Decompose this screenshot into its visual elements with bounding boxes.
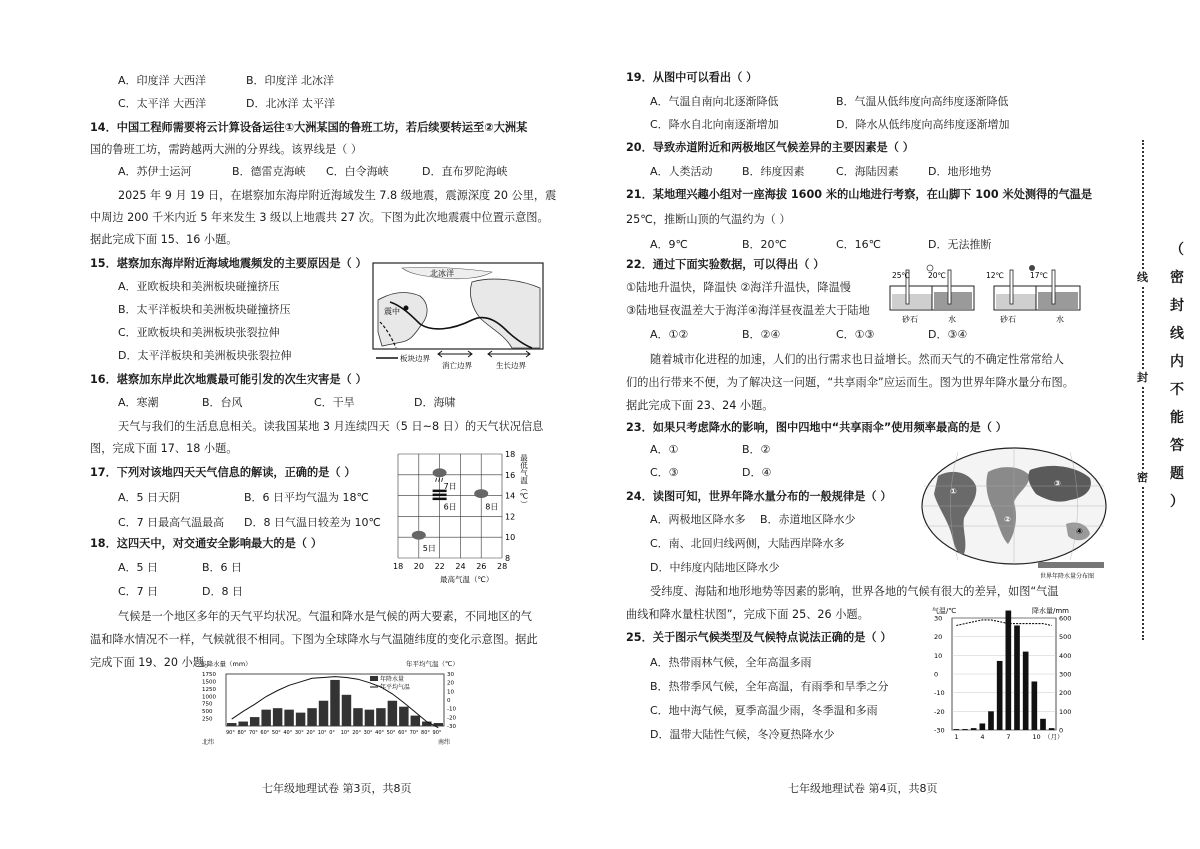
y-tick-label: 20	[934, 633, 943, 642]
world-precipitation-map	[918, 446, 1110, 582]
x-tick-label: 80°	[237, 730, 247, 736]
option-b[interactable]: B．6 日	[202, 561, 243, 574]
question-20: 20．导致赤道附近和两极地区气候差异的主要因素是（ ）	[626, 141, 914, 154]
x-tick-label: 80°	[421, 730, 430, 736]
option-c[interactable]: C．7 日	[118, 585, 159, 598]
x-left-label: 北纬	[202, 739, 215, 746]
option-c[interactable]: C．海陆因素	[836, 165, 899, 178]
option-b[interactable]: B．20℃	[742, 238, 787, 251]
material-19-cont: 温和降水情况不一样，气候就很不相同。下图为全球降水与气温随纬度的变化示意图。据此	[90, 633, 538, 646]
point-label: 6日	[443, 502, 457, 512]
option-c[interactable]: C．7 日最高气温最高	[118, 516, 225, 529]
experiment-right	[986, 265, 1080, 324]
y-tick-label: 500	[202, 709, 213, 716]
y-axis-label: 年降水量（mm）	[200, 660, 252, 668]
page-footer: 七年级地理试卷 第4页，共8页	[788, 782, 938, 795]
precipitation-bar	[342, 695, 351, 726]
material-23: 随着城市化进程的加速，人们的出行需求也日益增长。然而天气的不确定性常常给人	[650, 353, 1064, 366]
legend-divergent: 生长边界	[496, 361, 526, 370]
x-tick-label: 10	[1032, 733, 1041, 741]
precipitation-bar	[365, 710, 374, 726]
question-18: 18．这四天中，对交通安全影响最大的是（ ）	[90, 537, 323, 550]
option-c[interactable]: C．降水自北向南逐渐增加	[650, 118, 779, 131]
y-tick-label: -20	[934, 707, 945, 716]
option-d[interactable]: D．直布罗陀海峡	[422, 165, 508, 178]
legend-temp: 年平均气温	[380, 684, 411, 691]
y2-tick-label: 300	[1059, 670, 1072, 679]
question-14: 14．中国工程师需要将云计算设备运往①大洲某国的鲁班工坊，若后续要转运至②大洲某	[90, 121, 528, 134]
question-25: 25．关于图示气候类型及气候特点说法正确的是（ ）	[626, 631, 892, 644]
option-c[interactable]: C．白令海峡	[326, 165, 389, 178]
precipitation-bar	[1006, 611, 1012, 730]
legend-swatch-precip	[370, 676, 378, 681]
y2-tick-label: 0	[1059, 726, 1064, 735]
marker-2: ②	[1004, 515, 1011, 524]
question-21-cont: 25℃，推断山顶的气温约为（ ）	[626, 213, 791, 226]
option-a[interactable]: A．寒潮	[118, 396, 159, 409]
precipitation-bar	[238, 722, 247, 726]
legend-precip: 年降水量	[380, 676, 405, 683]
precipitation-bar	[1032, 681, 1038, 730]
x-tick-label: 28	[497, 562, 508, 571]
seal-char: ）	[1170, 494, 1184, 510]
point-label: 5日	[422, 544, 436, 554]
precipitation-bar	[261, 710, 270, 726]
y-tick-label: 10	[934, 651, 943, 660]
y2-tick-label: 20	[447, 680, 454, 687]
experiment-left	[890, 265, 974, 324]
material-25-cont: 曲线和降水量柱状图”，完成下面 25、26 小题。	[626, 608, 869, 621]
seal-line	[1142, 140, 1146, 640]
legend-plate-boundary: 板块边界	[400, 354, 430, 363]
latitude-chart	[200, 656, 480, 748]
precipitation-bar	[1049, 728, 1055, 730]
material-15-end: 据此完成下面 15、16 小题。	[90, 233, 238, 246]
option-a[interactable]: A．5 日	[118, 561, 159, 574]
water-label-2: 水	[1056, 315, 1064, 324]
cloud-icon	[433, 468, 447, 477]
y2-tick-label: 30	[447, 672, 454, 678]
rain-icon	[436, 478, 437, 482]
x-tick-label: 1	[954, 733, 959, 741]
option-b[interactable]: B．德雷克海峡	[232, 165, 306, 178]
option-a[interactable]: A．亚欧板块和美洲板块碰撞挤压	[118, 280, 280, 293]
precipitation-bar	[376, 708, 385, 726]
question-16: 16．堪察加东岸此次地震最可能引发的次生灾害是（ ）	[90, 373, 367, 386]
x-tick-label: 50°	[271, 730, 281, 736]
option-d[interactable]: D．8 日气温日较差为 10℃	[244, 516, 381, 529]
precipitation-bar	[971, 728, 977, 730]
question-22: 22．通过下面实验数据，可以得出（ ）	[626, 258, 825, 271]
seal-label: 线	[1137, 271, 1148, 284]
sand-label-2: 砂石	[1000, 315, 1016, 324]
sand-label: 砂石	[902, 315, 918, 324]
x-tick-label: 10°	[317, 730, 327, 736]
x-tick-label: 90°	[432, 730, 442, 736]
y2-tick-label: 10	[447, 689, 454, 696]
seal-char: 内	[1170, 354, 1184, 370]
option-d[interactable]: D．温带大陆性气候，冬冷夏热降水少	[650, 728, 835, 741]
option-a[interactable]: A．苏伊士运河	[118, 165, 192, 178]
legend-subduction: 消亡边界	[442, 361, 472, 370]
y-tick-label: 8	[505, 554, 511, 563]
precipitation-bar	[319, 701, 328, 726]
material-17: 天气与我们的生活息息相关。读我国某地 3 月连续四天（5 日~8 日）的天气状况信息	[118, 420, 544, 433]
material-15: 2025 年 9 月 19 日，在堪察加东海岸附近海域发生 7.8 级地震，震源深度 20 公里，震	[118, 189, 557, 202]
option-c[interactable]: C．16℃	[836, 238, 882, 251]
x-tick-label: 22	[434, 562, 445, 571]
y2-axis-label: 年平均气温（℃）	[406, 660, 459, 668]
marker-1: ①	[950, 487, 957, 496]
option-b[interactable]: B．台风	[202, 396, 243, 409]
option-b[interactable]: B．印度洋 北冰洋	[246, 74, 335, 87]
option-b[interactable]: B．太平洋板块和美洲板块碰撞挤压	[118, 303, 291, 316]
map-legend: 世界年降水量分布图	[1040, 573, 1095, 580]
precipitation-bar	[411, 716, 420, 726]
cloud-icon	[474, 489, 488, 498]
y-tick-label: 16	[505, 470, 516, 480]
option-c[interactable]: C．太平洋 大西洋	[118, 97, 207, 110]
option-b[interactable]: B．热带季风气候，全年高温，有雨季和旱季之分	[650, 680, 889, 693]
question-17: 17．下列对该地四天天气信息的解读，正确的是（ ）	[90, 466, 356, 479]
precipitation-bar	[399, 707, 408, 726]
precipitation-bar	[1014, 625, 1020, 730]
cloud-icon	[412, 531, 426, 540]
y2-tick-label: 100	[1059, 707, 1072, 716]
y-tick-label: 250	[202, 716, 213, 723]
option-d[interactable]: D．无法推断	[928, 238, 992, 251]
epicenter-label: 震中	[384, 307, 400, 316]
fog-icon	[433, 494, 447, 497]
temperature-line	[956, 620, 1051, 626]
question-22-statement-1: ①陆地升温快，降温快 ②海洋升温快，降温慢	[626, 281, 851, 294]
water-label: 水	[948, 315, 956, 324]
x-tick-label: 24	[455, 562, 466, 571]
x-tick-label: 18	[393, 562, 404, 571]
x-tick-label: 20	[413, 562, 424, 571]
x-tick-label: 30°	[294, 730, 304, 736]
y-tick-label: -30	[934, 726, 945, 735]
y-tick-label: 750	[202, 701, 213, 708]
y-tick-label: 14	[505, 491, 516, 501]
x-tick-label: 7	[1006, 733, 1011, 741]
earthquake-map	[372, 262, 544, 370]
precipitation-bar	[997, 661, 1003, 730]
page-footer: 七年级地理试卷 第3页，共8页	[262, 782, 412, 795]
option-c[interactable]: C．③	[650, 466, 679, 479]
option-b[interactable]: B．6 日平均气温为 18℃	[244, 491, 369, 504]
precipitation-bar	[284, 710, 293, 726]
ocean-label: 北冰洋	[430, 269, 454, 278]
precipitation-bar	[296, 713, 305, 726]
precipitation-bar	[954, 729, 960, 730]
precipitation-bar	[250, 717, 259, 726]
x-tick-label: 4	[980, 733, 985, 741]
fog-icon	[433, 498, 447, 501]
precipitation-bar	[227, 723, 236, 726]
y2-tick-label: 0	[447, 698, 451, 704]
option-b[interactable]: B．②④	[742, 328, 781, 341]
seal-char: 密	[1170, 270, 1184, 286]
option-d[interactable]: D．北冰洋 太平洋	[246, 97, 335, 110]
x-right-label: 南纬	[438, 739, 451, 746]
precipitation-bar	[353, 708, 362, 726]
question-14-cont: 国的鲁班工坊，需跨越两大洲的分界线。该界线是（ ）	[90, 143, 363, 156]
option-b[interactable]: B．纬度因素	[742, 165, 805, 178]
precipitation-bar	[388, 701, 397, 726]
y2-tick-label: 200	[1059, 689, 1072, 698]
precipitation-bar	[1040, 719, 1046, 730]
question-19: 19．从图中可以看出（ ）	[626, 71, 758, 84]
climate-chart	[932, 604, 1084, 746]
temp-3: 12℃	[986, 271, 1004, 280]
option-c[interactable]: C．①③	[836, 328, 875, 341]
material-19: 气候是一个地区多年的天气平均状况。气温和降水是气候的两大要素，不同地区的气	[118, 610, 532, 623]
x-tick-label: 50°	[386, 730, 396, 736]
marker-3: ③	[1054, 479, 1061, 488]
option-d[interactable]: D．海啸	[414, 396, 456, 409]
material-25: 受纬度、海陆和地形地势等因素的影响，世界各地的气候有很大的差异，如图“气温	[650, 585, 1059, 598]
point-label: 8日	[485, 502, 499, 512]
option-c[interactable]: C．亚欧板块和美洲板块张裂拉伸	[118, 326, 280, 339]
y2-tick-label: 500	[1059, 633, 1072, 642]
y-tick-label: -10	[934, 689, 945, 698]
option-b[interactable]: B．②	[742, 443, 771, 456]
y2-tick-label: -10	[447, 706, 456, 713]
option-a[interactable]: A．9℃	[650, 238, 688, 251]
seal-char: 答	[1170, 438, 1184, 454]
experiment-figure	[888, 264, 1084, 326]
question-22-statement-2: ③陆地昼夜温差大于海洋④海洋昼夜温差大于陆地	[626, 304, 870, 317]
seal-label: 密	[1137, 471, 1148, 484]
option-a[interactable]: A．①	[650, 443, 679, 456]
option-d[interactable]: D．太平洋板块和美洲板块张裂拉伸	[118, 349, 292, 362]
precipitation-bar	[307, 708, 316, 726]
option-d[interactable]: D．④	[742, 466, 772, 479]
y-tick-label: 1750	[202, 672, 216, 678]
seal-char: 题	[1170, 466, 1184, 482]
x-tick-label: 40°	[375, 730, 385, 736]
option-a[interactable]: A．两极地区降水多	[650, 513, 746, 526]
option-d[interactable]: D．地形地势	[928, 165, 992, 178]
precipitation-bar	[988, 711, 994, 730]
y2-axis-label: 降水量/mm	[1032, 607, 1069, 615]
y-tick-label: 12	[505, 512, 516, 522]
x-axis-label: 最高气温（℃）	[440, 575, 494, 584]
marker-4: ④	[1076, 527, 1083, 536]
y-tick-label: 1000	[202, 694, 216, 701]
y2-tick-label: -30	[447, 724, 456, 730]
rain-icon	[442, 478, 443, 482]
seal-char: 不	[1170, 382, 1184, 398]
material-17-cont: 图，完成下面 17、18 小题。	[90, 442, 238, 455]
y-tick-label: 1250	[202, 686, 216, 693]
y2-tick-label: 600	[1059, 614, 1072, 623]
x-tick-label: 60°	[398, 730, 407, 736]
weather-chart	[384, 448, 544, 588]
point-label: 7日	[443, 481, 457, 491]
question-15: 15．堪察加东海岸附近海域地震频发的主要原因是（ ）	[90, 257, 367, 270]
precipitation-bar	[1023, 652, 1029, 730]
option-d[interactable]: D．中纬度内陆地区降水少	[650, 561, 780, 574]
x-tick-label: 20°	[352, 730, 362, 736]
option-c[interactable]: C．地中海气候，夏季高温少雨，冬季温和多雨	[650, 704, 878, 717]
seal-char: 能	[1170, 410, 1184, 426]
y2-tick-label: 400	[1059, 651, 1072, 660]
y-tick-label: 18	[505, 450, 516, 459]
precipitation-bar	[962, 729, 968, 730]
option-a[interactable]: A．5 日天阴	[118, 491, 181, 504]
option-b[interactable]: B．赤道地区降水少	[760, 513, 856, 526]
option-d[interactable]: D．8 日	[202, 585, 243, 598]
option-a[interactable]: A．气温自南向北逐渐降低	[650, 95, 779, 108]
x-tick-label: 90°	[226, 730, 235, 736]
y-axis-label: 最低气温（℃）	[519, 454, 529, 508]
temp-1: 25℃	[892, 271, 910, 280]
option-a[interactable]: A．热带雨林气候，全年高温多雨	[650, 656, 812, 669]
y-tick-label: 30	[934, 614, 943, 623]
x-tick-label: 0°	[329, 730, 335, 736]
precipitation-bar	[330, 680, 339, 726]
question-24: 24．读图可知，世界年降水量分布的一般规律是（ ）	[626, 490, 892, 503]
temp-2: 20℃	[928, 271, 946, 280]
material-23-cont: 们的出行带来不便，为了解决这一问题，“共享雨伞”应运而生。图为世界年降水量分布图。	[626, 376, 1074, 389]
material-15-cont: 中周边 200 千米内近 5 年来发生 3 级以上地震共 27 次。下图为此次地震震中位置示意图。	[90, 211, 549, 224]
x-tick-label: 30°	[363, 730, 373, 736]
y-tick-label: 0	[934, 670, 939, 679]
material-23-end: 据此完成下面 23、24 小题。	[626, 399, 774, 412]
option-d[interactable]: D．降水从低纬度向高纬度逐渐增加	[836, 118, 1010, 131]
x-unit-label: （月）	[1044, 733, 1064, 741]
x-tick-label: 10°	[340, 730, 350, 736]
x-tick-label: 26	[476, 562, 487, 571]
x-tick-label: 70°	[248, 730, 258, 736]
y-tick-label: 10	[505, 533, 516, 543]
seal-label: 封	[1137, 371, 1148, 384]
x-tick-label: 60°	[260, 730, 270, 736]
option-b[interactable]: B．气温从低纬度向高纬度逐渐降低	[836, 95, 1009, 108]
seal-char: 线	[1170, 326, 1184, 342]
seal-char: 封	[1170, 298, 1184, 314]
option-c[interactable]: C．干旱	[314, 396, 355, 409]
option-c[interactable]: C．南、北回归线两侧，大陆西岸降水多	[650, 537, 845, 550]
x-tick-label: 70°	[409, 730, 419, 736]
option-a[interactable]: A．①②	[650, 328, 689, 341]
question-21: 21．某地理兴趣小组对一座海拔 1600 米的山地进行考察，在山脚下 100 米处测得的气温是	[626, 188, 1093, 201]
y-tick-label: 1500	[202, 679, 216, 686]
x-tick-label: 40°	[283, 730, 293, 736]
option-d[interactable]: D．③④	[928, 328, 968, 341]
material-19-end: 完成下面 19、20 小题。	[90, 656, 216, 669]
y-axis-label: 气温/℃	[932, 607, 957, 615]
temp-4: 17℃	[1030, 271, 1048, 280]
question-23: 23．如果只考虑降水的影响，图中四地中“共享雨伞”使用频率最高的是（ ）	[626, 421, 1007, 434]
precipitation-bar	[980, 723, 986, 730]
y2-tick-label: -20	[447, 715, 456, 722]
seal-char: （	[1170, 242, 1184, 258]
option-a[interactable]: A．人类活动	[650, 165, 713, 178]
option-a[interactable]: A．印度洋 大西洋	[118, 74, 207, 87]
x-tick-label: 20°	[306, 730, 316, 736]
precipitation-bar	[273, 708, 282, 726]
